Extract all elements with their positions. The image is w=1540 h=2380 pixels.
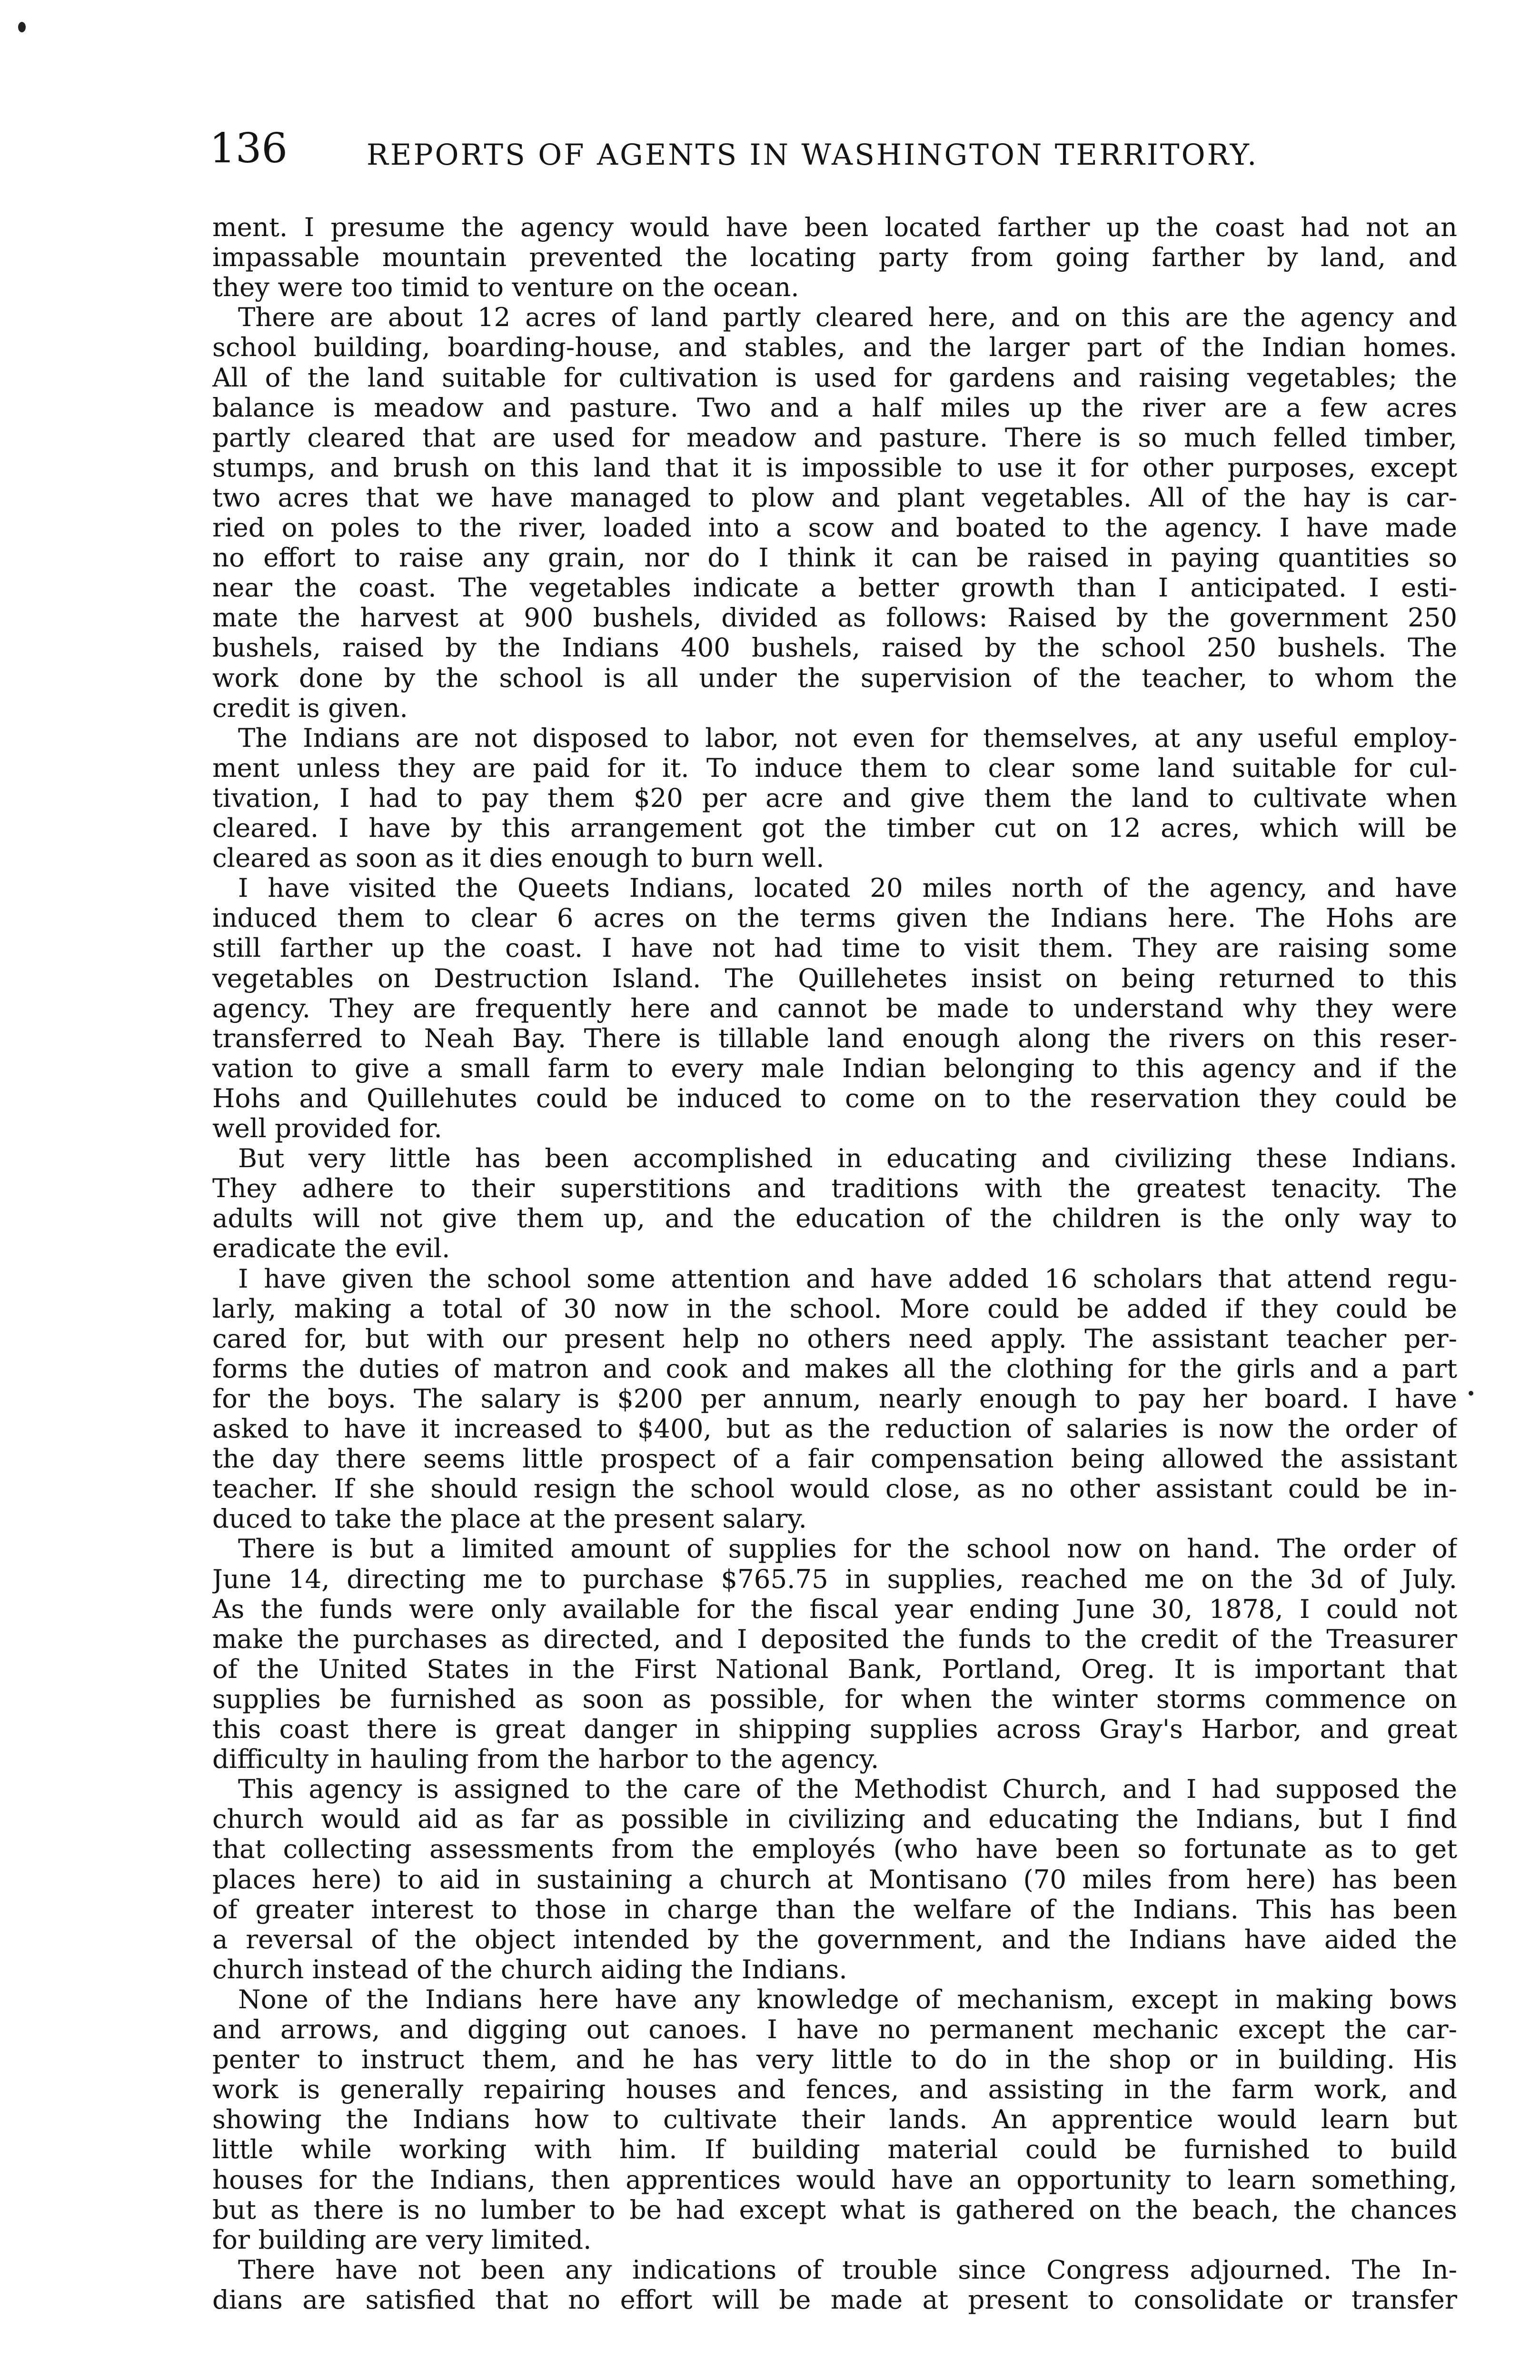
text-line: of the United States in the First National Bank, Portland, Oreg. It is important that: [212, 1654, 1457, 1684]
text-line: houses for the Indians, then apprentices would have an opportunity to learn something,: [212, 2165, 1457, 2195]
text-line: this coast there is great danger in shipping supplies across Gray's Harbor, and great: [212, 1714, 1457, 1744]
text-line: work is generally repairing houses and fences, and assisting in the farm work, and: [212, 2074, 1457, 2104]
paragraph-first-line: None of the Indians here have any knowledge of mechanism, except in making bows: [238, 1984, 1457, 2014]
text-line: make the purchases as directed, and I deposited the funds to the credit of the Treasurer: [212, 1624, 1457, 1654]
text-line: tivation, I had to pay them $20 per acre and give them the land to cultivate when: [212, 783, 1457, 813]
page-number: 136: [209, 125, 288, 172]
paragraph-first-line: I have visited the Queets Indians, located 20 miles north of the agency, and have: [238, 873, 1457, 903]
text-line: larly, making a total of 30 now in the school. More could be added if they could be: [212, 1294, 1457, 1324]
text-line: for building are very limited.: [212, 2225, 592, 2255]
text-line: eradicate the evil.: [212, 1233, 450, 1263]
text-line: induced them to clear 6 acres on the terms given the Indians here. The Hohs are: [212, 903, 1457, 933]
text-line: but as there is no lumber to be had except what is gathered on the beach, the chances: [212, 2195, 1457, 2225]
text-line: work done by the school is all under the supervision of the teacher, to whom the: [212, 663, 1457, 693]
text-line: places here) to aid in sustaining a church at Montisano (70 miles from here) has been: [212, 1864, 1457, 1894]
text-line: near the coast. The vegetables indicate a better growth than I anticipated. I esti-: [212, 573, 1457, 603]
text-line: penter to instruct them, and he has very little to do in the shop or in building. His: [212, 2044, 1457, 2074]
paragraph-first-line: There are about 12 acres of land partly cleared here, and on this are the agency and: [238, 302, 1457, 332]
text-line: forms the duties of matron and cook and makes all the clothing for the girls and a part: [212, 1354, 1457, 1384]
text-line: difficulty in hauling from the harbor to the agency.: [212, 1744, 879, 1774]
text-line: well provided for.: [212, 1113, 442, 1143]
paragraph-first-line: But very little has been accomplished in educating and civilizing these Indians.: [238, 1143, 1457, 1173]
text-line: As the funds were only available for the fiscal year ending June 30, 1878, I could not: [212, 1594, 1457, 1624]
text-line: little while working with him. If building material could be furnished to build: [212, 2134, 1457, 2164]
text-line: They adhere to their superstitions and traditions with the greatest tenacity. The: [212, 1173, 1457, 1203]
paragraph-first-line: There have not been any indications of trouble since Congress adjourned. The In-: [238, 2255, 1457, 2285]
text-line: of greater interest to those in charge than the welfare of the Indians. This has been: [212, 1894, 1457, 1924]
paragraph-first-line: There is but a limited amount of supplies for the school now on hand. The order of: [238, 1534, 1457, 1564]
margin-ink-spot: [18, 22, 26, 32]
text-line: cleared. I have by this arrangement got the timber cut on 12 acres, which will be: [212, 813, 1457, 843]
text-line: ment unless they are paid for it. To induce them to clear some land suitable for cul-: [212, 753, 1457, 783]
text-line: dians are satisfied that no effort will be made at present to consolidate or transfer: [212, 2285, 1457, 2315]
text-line: credit is given.: [212, 693, 408, 723]
text-line: Hohs and Quillehutes could be induced to come on to the reservation they could be: [212, 1083, 1457, 1113]
text-line: bushels, raised by the Indians 400 bushels, raised by the school 250 bushels. The: [212, 633, 1457, 663]
text-line: partly cleared that are used for meadow and pasture. There is so much felled timber,: [212, 423, 1457, 453]
text-line: teacher. If she should resign the school would close, as no other assistant could be in-: [212, 1474, 1457, 1504]
text-line: cleared as soon as it dies enough to burn well.: [212, 843, 825, 873]
paragraph-first-line: I have given the school some attention and have added 16 scholars that attend regu-: [238, 1264, 1457, 1294]
text-line: vegetables on Destruction Island. The Quillehetes insist on being returned to this: [212, 963, 1457, 993]
text-line: that collecting assessments from the employés (who have been so fortunate as to get: [212, 1834, 1457, 1864]
text-line: June 14, directing me to purchase $765.75 in supplies, reached me on the 3d of July.: [212, 1564, 1457, 1594]
text-line: balance is meadow and pasture. Two and a half miles up the river are a few acres: [212, 393, 1457, 423]
text-line: they were too timid to venture on the ocean.: [212, 272, 799, 302]
text-line: and arrows, and digging out canoes. I have no permanent mechanic except the car-: [212, 2014, 1457, 2044]
text-line: school building, boarding-house, and stables, and the larger part of the Indian homes.: [212, 332, 1457, 362]
text-line: two acres that we have managed to plow and plant vegetables. All of the hay is car-: [212, 483, 1457, 513]
text-line: asked to have it increased to $400, but as the reduction of salaries is now the order of: [212, 1414, 1457, 1444]
text-line: supplies be furnished as soon as possible, for when the winter storms commence on: [212, 1684, 1457, 1714]
text-line: showing the Indians how to cultivate their lands. An apprentice would learn but: [212, 2104, 1457, 2134]
margin-mark: [1469, 1391, 1473, 1396]
text-line: impassable mountain prevented the locating party from going farther by land, and: [212, 242, 1457, 272]
paragraph-first-line: This agency is assigned to the care of the Methodist Church, and I had supposed the: [238, 1774, 1457, 1804]
text-line: ment. I presume the agency would have been located farther up the coast had not an: [212, 212, 1457, 242]
paragraph-first-line: The Indians are not disposed to labor, not even for themselves, at any useful employ-: [238, 723, 1457, 753]
text-line: ried on poles to the river, loaded into a scow and boated to the agency. I have made: [212, 513, 1457, 543]
text-line: stumps, and brush on this land that it is impossible to use it for other purposes, except: [212, 453, 1457, 483]
text-line: cared for, but with our present help no others need apply. The assistant teacher per-: [212, 1324, 1457, 1354]
text-line: still farther up the coast. I have not had time to visit them. They are raising some: [212, 933, 1457, 963]
text-line: mate the harvest at 900 bushels, divided as follows: Raised by the government 250: [212, 603, 1457, 633]
text-line: church instead of the church aiding the Indians.: [212, 1954, 847, 1984]
text-line: for the boys. The salary is $200 per annum, nearly enough to pay her board. I have: [212, 1384, 1457, 1414]
text-line: transferred to Neah Bay. There is tillable land enough along the rivers on this reser-: [212, 1023, 1457, 1053]
text-line: no effort to raise any grain, nor do I think it can be raised in paying quantities so: [212, 543, 1457, 573]
text-line: the day there seems little prospect of a fair compensation being allowed the assistant: [212, 1444, 1457, 1474]
text-line: a reversal of the object intended by the government, and the Indians have aided the: [212, 1924, 1457, 1954]
text-line: church would aid as far as possible in civilizing and educating the Indians, but I find: [212, 1804, 1457, 1834]
text-line: agency. They are frequently here and cannot be made to understand why they were: [212, 993, 1457, 1023]
text-line: All of the land suitable for cultivation is used for gardens and raising vegetables; the: [212, 363, 1457, 393]
running-title: REPORTS OF AGENTS IN WASHINGTON TERRITORY.: [367, 138, 1259, 172]
text-line: duced to take the place at the present salary.: [212, 1504, 807, 1534]
text-line: vation to give a small farm to every male Indian belonging to this agency and if the: [212, 1053, 1457, 1083]
text-line: adults will not give them up, and the education of the children is the only way to: [212, 1203, 1457, 1233]
